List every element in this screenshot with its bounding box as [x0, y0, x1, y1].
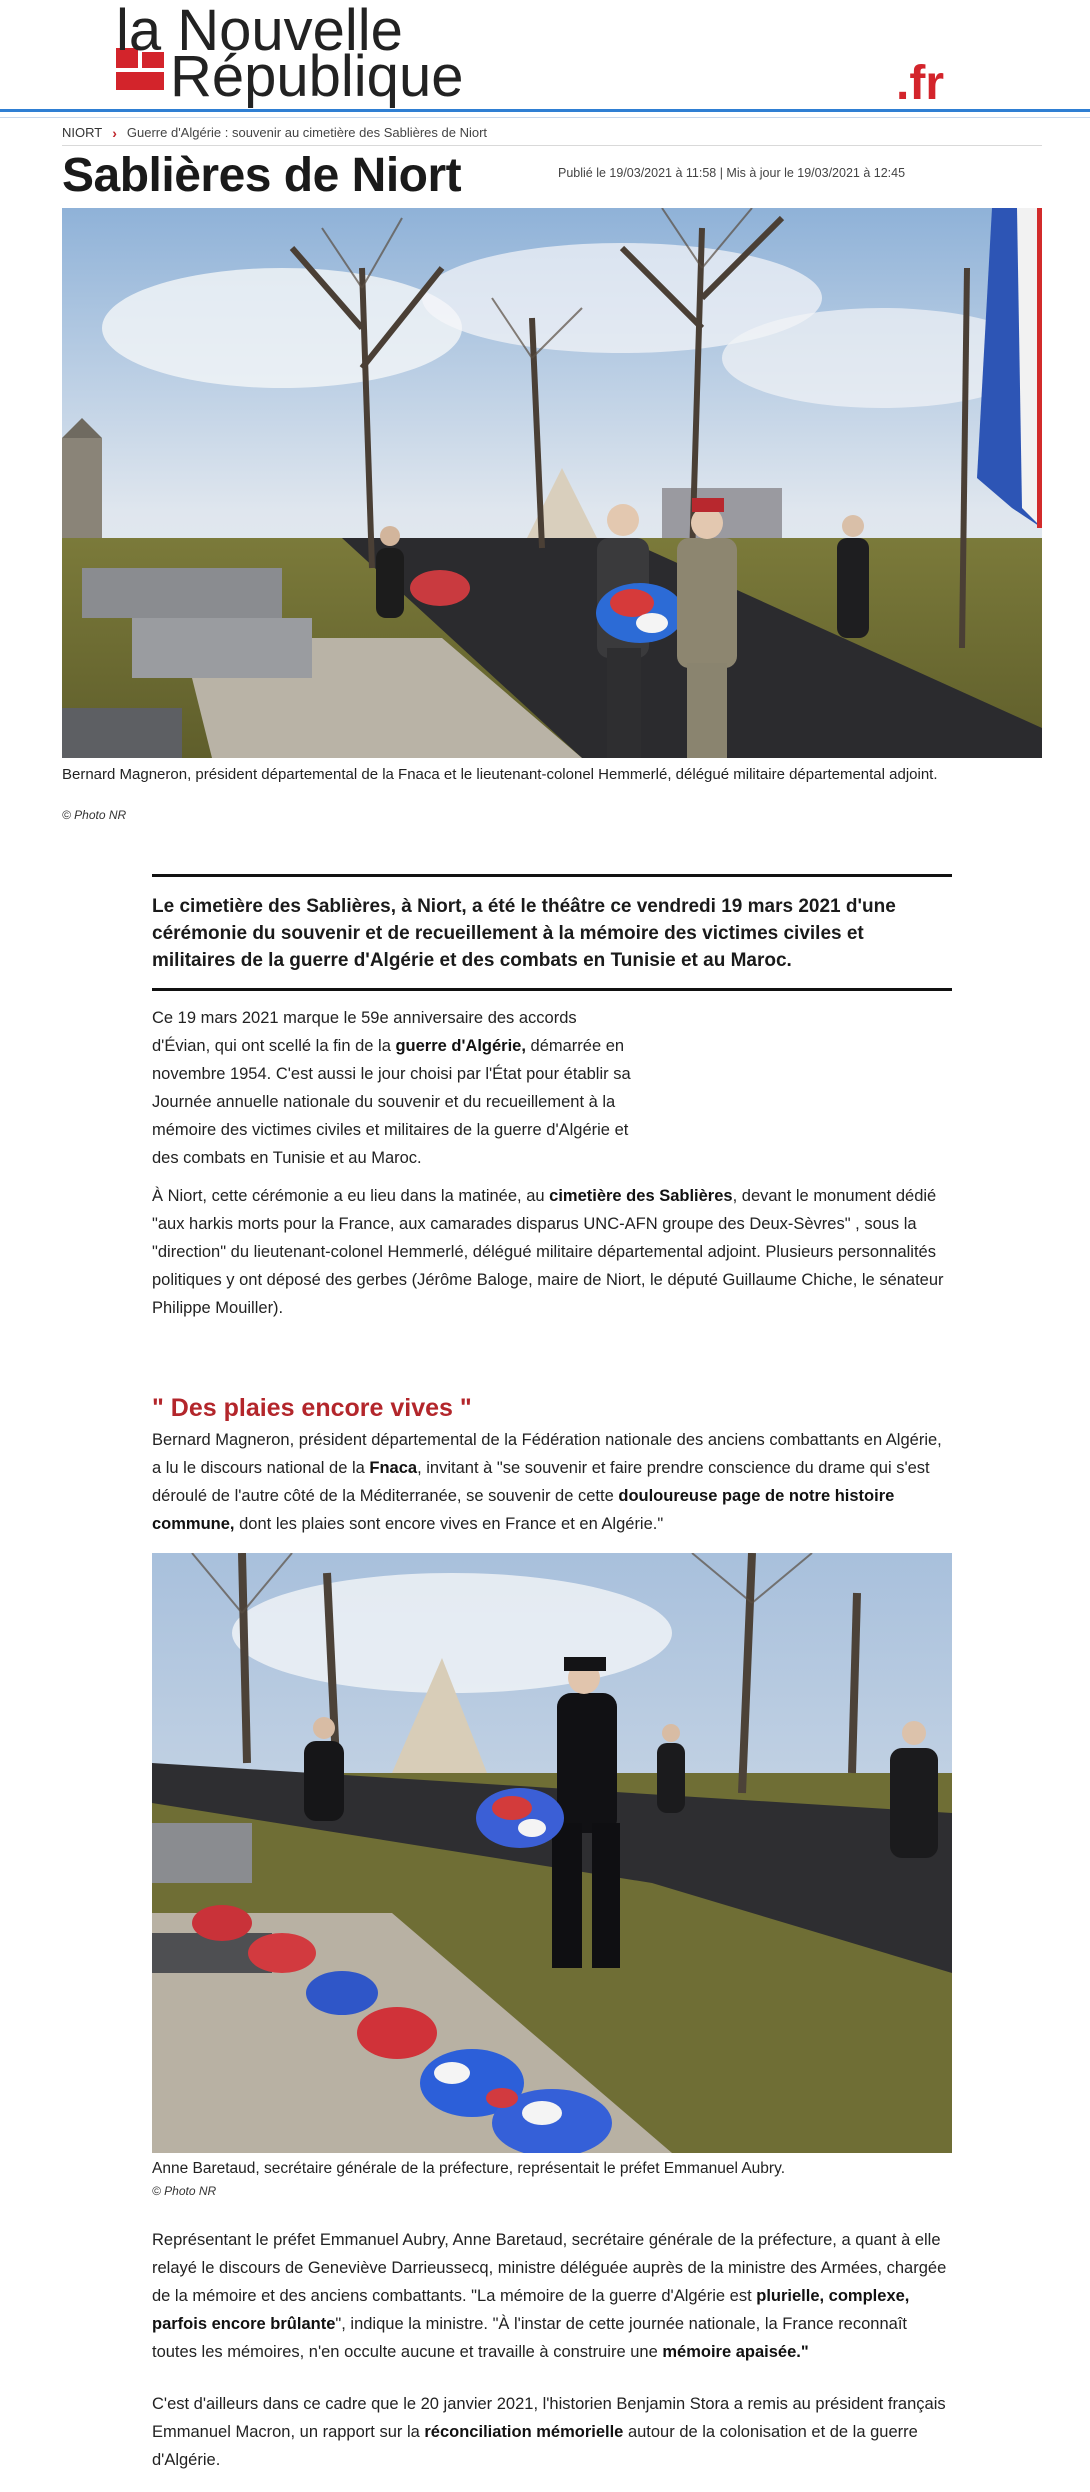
breadcrumb-current: Guerre d'Algérie : souvenir au cimetière des Sablières de Niort [126, 125, 488, 140]
text-span: , devant le monument dédié "aux harkis morts pour la France, aux camarades disparus UNC-AFN groupe des Deux-Sèvres" , sous la "direction" du lieutenant-colonel Hemmerlé, délégué militaire départemental adjoint. Plusieurs personnalités politiques y ont déposé des gerbes (Jérôme Baloge, maire de Niort, le député Guillaume Chiche, le sénateur Philippe Mouiller). [152, 1187, 944, 1317]
article-photo-1[interactable] [62, 208, 1042, 758]
text-span: À Niort, cette cérémonie a eu lieu dans la matinée, au [152, 1187, 550, 1205]
photo-2-caption: Anne Baretaud, secrétaire générale de la préfecture, représentait le préfet Emmanuel Aubry. [152, 2160, 785, 2177]
paragraph-5 [152, 2390, 952, 2474]
text-span: démarrée en novembre 1954. C'est aussi le jour choisi par l'État pour établir sa Journée annuelle nationale du souvenir et du recueillement à la mémoire des victimes civiles et militaires de la guerre d'Algérie et des combats en Tunisie et au Maroc. [152, 1037, 631, 1167]
bold-text: guerre d'Algérie, [395, 1037, 526, 1055]
text-span: autour de la colonisation et de la guerre d'Algérie. [152, 2423, 918, 2469]
photo-1-credit: © Photo NR [62, 808, 127, 822]
text-span: ", indique la ministre. "À l'instar de cette journée nationale, la France reconnaît toutes les mémoires, n'en occulte aucune et travaille à construire une [152, 2315, 907, 2361]
photo-1-caption: Bernard Magneron, président départemental de la Fnaca et le lieutenant-colonel Hemmerlé, délégué militaire départemental adjoint. [62, 766, 938, 783]
photo-2-credit: © Photo NR [152, 2184, 217, 2198]
text-span: C'est d'ailleurs dans ce cadre que le 20 janvier 2021, l'historien Benjamin Stora a remis au président français Emmanuel Macron, un rapport sur la [152, 2395, 946, 2441]
site-header [0, 0, 1090, 112]
text-span: Ce 19 mars 2021 marque le 59e anniversaire des accords d'Évian, qui ont scellé la fin de la [152, 1009, 577, 1055]
paragraph-3 [152, 1426, 952, 1538]
breadcrumb [62, 124, 1042, 146]
article-lead: Le cimetière des Sablières, à Niort, a été le théâtre ce vendredi 19 mars 2021 d'une cérémonie du souvenir et de recueillement à la mémoire des victimes civiles et militaires de la guerre d'Algérie et des combats en Tunisie et au Maroc. [152, 874, 952, 991]
breadcrumb-section-link[interactable]: NIORT [62, 125, 103, 140]
site-logo[interactable] [116, 0, 1016, 110]
article-photo-2[interactable] [152, 1553, 952, 2153]
page-title: Sablières de Niort [62, 149, 462, 202]
text-span: dont les plaies sont encore vives en France et en Algérie." [234, 1515, 664, 1533]
bold-text: cimetière des Sablières [549, 1187, 733, 1205]
logo-line2: République [170, 44, 464, 109]
header-divider [0, 117, 1090, 118]
text-span: Représentant le préfet Emmanuel Aubry, Anne Baretaud, secrétaire générale de la préfecture, a quant à elle relayé le discours de Geneviève Darrieussecq, ministre déléguée auprès de la ministre des Armées, chargée de la mémoire et des anciens combattants. "La mémoire de la guerre d'Algérie est [152, 2231, 947, 2305]
paragraph-4 [152, 2226, 952, 2366]
bold-text: douloureuse page de notre histoire commune, [152, 1487, 895, 1533]
bold-text: plurielle, complexe, parfois encore brûlante [152, 2287, 910, 2333]
text-span: , invitant à "se souvenir et faire prendre conscience du drame qui s'est déroulé de l'autre côté de la Méditerranée, se souvenir de cette [152, 1459, 930, 1505]
paragraph-2 [152, 1182, 952, 1322]
text-span: Bernard Magneron, président départemental de la Fédération nationale des anciens combattants en Algérie, a lu le discours national de la [152, 1431, 942, 1477]
section-subheading: " Des plaies encore vives " [152, 1394, 472, 1422]
paragraph-1 [152, 1004, 632, 1172]
logo-tld: .fr [896, 57, 944, 110]
chevron-right-icon: › [112, 124, 117, 141]
publication-info: Publié le 19/03/2021 à 11:58 | Mis à jour le 19/03/2021 à 12:45 [558, 166, 906, 180]
bold-text: réconciliation mémorielle [424, 2423, 624, 2441]
bold-text: mémoire apaisée." [662, 2343, 809, 2361]
bold-text: Fnaca [369, 1459, 418, 1477]
logo-line1: la Nouvelle [116, 0, 403, 63]
